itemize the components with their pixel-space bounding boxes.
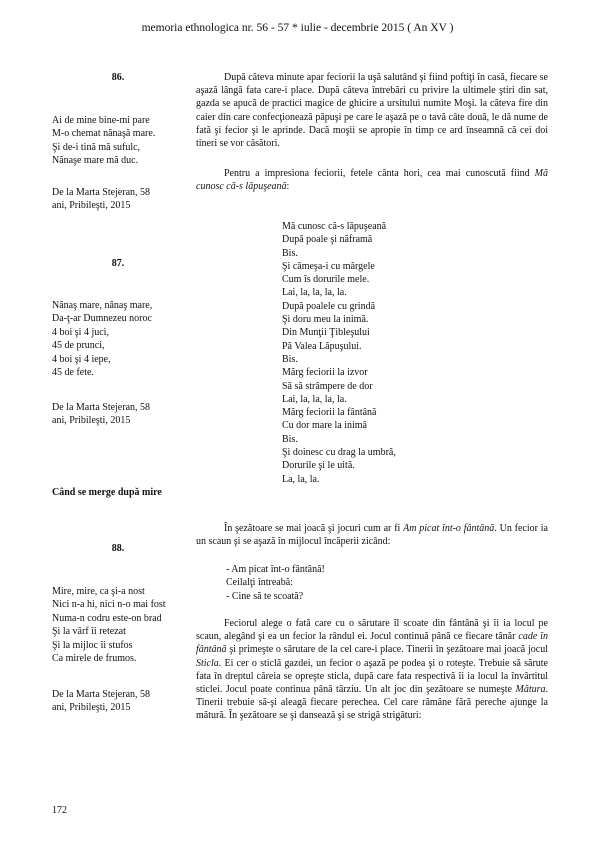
verse-line: Mire, mire, ca şi-a nost (52, 586, 145, 597)
song-86-source (52, 186, 182, 212)
paragraph-jocuri (196, 522, 548, 548)
song-number-88: 88. (111, 543, 125, 554)
poem-line: Şi doru meu la inimă. (282, 314, 369, 326)
text-run: Feciorul alege o fată care cu o sărutare îl scoate din fântână şi îi ia locul pe scaun, alegând şi ea un fecior la rândul ei. Jocul continuă până ce fiecare tânăr (196, 618, 548, 643)
text-run: şi primeşte o sărutare de la cel care-i place. Tinerii în şezătoare mai joacă jocul (226, 644, 548, 656)
poem-ma-cunosc (282, 220, 542, 486)
section-title: Când se merge după mire (52, 487, 162, 498)
source-line: ani, Pribileşti, 2015 (52, 200, 131, 211)
verse-line: Ai de mine bine-mi pare (52, 115, 150, 126)
poem-line: Bis. (282, 433, 298, 445)
verse-line: Numa-n codru este-on brad (52, 612, 162, 624)
running-header: memoria ethnologica nr. 56 - 57 * iulie - decembrie 2015 ( An XV ) (141, 22, 454, 34)
song-88-verse (52, 585, 182, 665)
poem-line: După poale şi năframă (282, 234, 373, 246)
text-run: În şezătoare se mai joacă şi jocuri cum ar fi (224, 523, 404, 534)
paragraph-games-detail (196, 617, 548, 723)
poem-line: Lai, la, la, la, la. (282, 287, 347, 299)
verse-line: Nănaş mare, nănaş mare, (52, 300, 153, 311)
song-88-source (52, 688, 182, 714)
source-line: De la Marta Stejeran, 58 (52, 187, 151, 198)
verse-line: 4 boi şi 4 iepe, (52, 353, 111, 365)
verse-line: Da-ţ-ar Dumnezeu noroc (52, 313, 152, 325)
verse-line: 45 de fete. (52, 367, 94, 379)
poem-line: Mărg feciorii la izvor (282, 367, 368, 379)
text-run: : (286, 181, 290, 193)
poem-line: Cu dor mare la inimă (282, 420, 367, 432)
source-line: ani, Pribileşti, 2015 (52, 415, 131, 426)
verse-line: 45 de prunci, (52, 340, 105, 352)
poem-line: La, la, la. (282, 473, 320, 485)
poem-line: Bis. (282, 247, 298, 259)
game-title: Sticla (196, 657, 219, 669)
song-number-86: 86. (111, 72, 125, 83)
poem-line: După poalele cu grindă (282, 300, 376, 312)
text-run: . Ei cer o sticlă gazdei, un fecior o aşază pe podea şi o roteşte. Trebuie să sărute fata în dreptul căreia se opreşte sticla, după care fata respectivă îi ia locul la învârtitul sticlei. Jocul poate continua până târziu. Un alt joc din şezătoare se numeşte (196, 657, 548, 696)
song-87-source (52, 401, 182, 427)
song-86-verse (52, 114, 182, 168)
dialog-line: Ceilalţi întreabă: (226, 577, 293, 589)
poem-line: Pă Valea Lăpuşului. (282, 340, 362, 352)
text-run: . Un fecior ia un scaun şi se aşază în mijlocul încăperii zicând: (196, 523, 548, 548)
poem-line: Mărg feciorii la fântână (282, 407, 377, 419)
poem-line: Şi doinesc cu drag la umbră, (282, 447, 396, 459)
game-title: Am picat înt-o fântână (403, 523, 495, 534)
poem-line: Lai, la, la, la, la. (282, 393, 347, 405)
poem-line: Bis. (282, 353, 298, 365)
verse-line: Ca mirele de frumos. (52, 653, 137, 665)
game-title: Mătura (515, 684, 546, 696)
verse-line: Şi la mijloc îi stufos (52, 639, 133, 651)
text-run: . Tinerii trebuie să-şi aleagă fiecare perechea. Cel care rămâne fără pereche ajunge la mătură. În şezătoare se şi dansează şi se strigă strigături: (196, 684, 548, 722)
poem-line: Să să strâmpere de dor (282, 380, 373, 392)
poem-line: Dorurile şi le uită. (282, 460, 355, 472)
text-run: Pentru a impresiona feciorii, fetele cânta hori, cea mai cunoscută fiind (224, 168, 535, 179)
song-title: Mă cunosc că-s lăpuşeană (196, 168, 548, 193)
song-87-verse (52, 299, 182, 379)
poem-line: Din Munţii Ţibleşului (282, 327, 370, 339)
game-phrase: cade în fântână (196, 631, 548, 656)
source-line: ani, Pribileşti, 2015 (52, 702, 131, 713)
poem-line: Cum îs dorurile mele. (282, 274, 370, 286)
poem-line: Mă cunosc că-s lăpuşeană (282, 221, 387, 232)
dialog-line: - Cine să te scoată? (226, 590, 304, 602)
source-line: De la Marta Stejeran, 58 (52, 402, 151, 413)
paragraph-moşi: După câteva minute apar feciorii la uşă salutând şi fiind poftiţi în casă, fiecare se aşază lângă fata care-i place. După câteva întrebări cu privire la ultimele ştiri din sat, gazda se apucă de practici magice de ghicire a ursitului numite Moşi. la câteva fire din caier din care confecţionează păpuşi pe care le aşază pe o tavă câte două, le dă nume de fată şi fecior şi le aprinde. Dacă moşii se apropie în timp ce ard înseamnă că cei doi tineri se vor căsători. (196, 72, 548, 150)
source-line: De la Marta Stejeran, 58 (52, 689, 151, 700)
verse-line: Nici n-a hi, nici n-o mai fost (52, 599, 166, 611)
verse-line: Şi de-i tină mă sufulc, (52, 141, 141, 153)
verse-line: Şi la vârf îi retezat (52, 626, 126, 638)
verse-line: 4 boi şi 4 juci, (52, 326, 109, 338)
dialog-block (226, 563, 546, 603)
dialog-line: - Am picat înt-o fântână! (226, 564, 325, 575)
paragraph-hori (196, 167, 548, 193)
page-number: 172 (52, 805, 67, 816)
poem-line: Şi cămeşa-i cu mărgele (282, 260, 375, 272)
verse-line: M-o chemat nănaşă mare. (52, 128, 156, 140)
song-number-87: 87. (111, 258, 125, 269)
verse-line: Nănaşe mare mă duc. (52, 155, 139, 167)
